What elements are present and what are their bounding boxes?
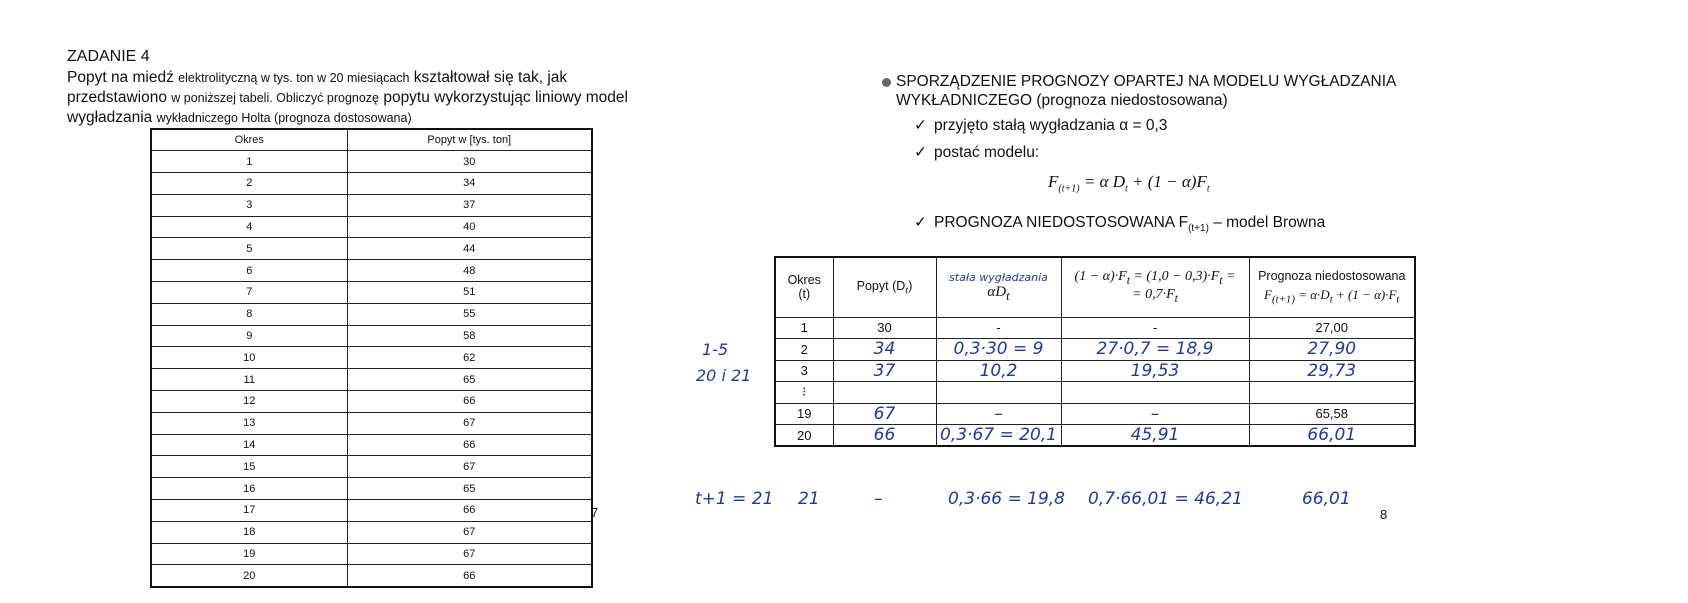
header-okres-line1: Okres [787, 273, 821, 288]
popyt-cell: 66 [833, 425, 936, 447]
row21-alpha-d: 0,3·66 = 19,8 [948, 489, 1065, 509]
checkmark-icon: ✓ [914, 214, 927, 231]
forecast-header-row [775, 257, 1415, 317]
okres-cell: 15 [151, 456, 347, 478]
prognoza-cell: 29,73 [1249, 360, 1415, 382]
popyt-cell: 40 [347, 216, 592, 238]
table-row [151, 412, 592, 434]
t-cell: 20 [775, 425, 833, 447]
okres-cell: 16 [151, 478, 347, 500]
okres-cell: 7 [151, 282, 347, 304]
task-line-2-post: popytu wykorzystując liniowy model [379, 89, 628, 106]
table-row [775, 425, 1415, 447]
table-row [151, 282, 592, 304]
task-line-2-small: w poniższej tabeli. Obliczyć prognozę [171, 91, 380, 105]
header-f-line2: = 0,7·F [1132, 287, 1175, 303]
task-line-3-pre: wygładzania [67, 109, 157, 126]
popyt-cell: 67 [347, 543, 592, 565]
one-minus-alpha-f-cell: 45,91 [1061, 425, 1249, 447]
header-alpha-d-sub: t [1006, 288, 1010, 303]
formula-rest: + (1 − α)F [1127, 172, 1207, 191]
page-number-right: 8 [1380, 507, 1388, 522]
popyt-cell: 66 [347, 500, 592, 522]
task-line-1-small: elektrolityczną w tys. ton w 20 miesiącach [178, 71, 410, 85]
header-f-line1-end: = [1222, 269, 1236, 285]
browna-sub: (t+1) [1188, 223, 1209, 235]
t-cell: 1 [775, 317, 833, 339]
header-popyt-post: ) [908, 278, 913, 293]
task-title: ZADANIE 4 [67, 48, 150, 65]
browna-pre: PROGNOZA NIEDOSTOSOWANA F [934, 214, 1189, 231]
popyt-cell: 67 [833, 403, 936, 425]
one-minus-alpha-f-cell: 19,53 [1061, 360, 1249, 382]
task-line-3 [67, 108, 707, 128]
header-f-line1-post: = (1,0 − 0,3)·F [1129, 269, 1220, 285]
right-page [695, 0, 1688, 603]
table-row [151, 173, 592, 195]
task-description [67, 68, 707, 128]
check-item-alpha [914, 116, 1167, 135]
t-cell: 3 [775, 360, 833, 382]
popyt-cell: 67 [347, 456, 592, 478]
header-alpha-d [936, 257, 1061, 317]
check-model-text: postać modelu: [934, 144, 1040, 161]
table-row [151, 347, 592, 369]
alpha-d-cell: 10,2 [936, 360, 1061, 382]
popyt-cell: 30 [833, 317, 936, 339]
table-row [151, 151, 592, 173]
row21-f: 0,7·66,01 = 46,21 [1088, 489, 1243, 509]
popyt-cell: 66 [347, 391, 592, 413]
okres-cell: 18 [151, 521, 347, 543]
okres-cell: 17 [151, 500, 347, 522]
okres-cell: 1 [151, 151, 347, 173]
header-prognoza-sub2: t [1329, 293, 1333, 306]
task-line-1 [67, 68, 707, 88]
checkmark-icon: ✓ [914, 117, 927, 134]
browna-post: – model Browna [1208, 214, 1326, 231]
model-formula [1048, 172, 1210, 194]
task-line-2 [67, 88, 707, 108]
popyt-cell: 34 [347, 173, 592, 195]
table-row [151, 260, 592, 282]
header-f-line1-sub: t [1126, 274, 1130, 288]
task-line-1-post: kształtował się tak, jak [409, 69, 568, 86]
popyt-cell: 37 [833, 360, 936, 382]
formula-rhs: = α D [1079, 172, 1125, 191]
header-alpha-d-text: αD [987, 283, 1007, 300]
header-popyt: Popyt w [tys. ton] [347, 129, 592, 151]
row21-d: – [874, 489, 883, 509]
forecast-table [774, 256, 1416, 447]
popyt-cell [833, 382, 936, 404]
check-alpha-text: przyjęto stałą wygładzania α = 0,3 [934, 117, 1168, 134]
okres-cell: 10 [151, 347, 347, 369]
okres-cell: 6 [151, 260, 347, 282]
okres-cell: 2 [151, 173, 347, 195]
prognoza-cell [1249, 382, 1415, 404]
demand-table-body [151, 151, 592, 587]
header-prognoza-sub: (t+1) [1272, 293, 1295, 306]
okres-cell: 8 [151, 303, 347, 325]
table-row [151, 216, 592, 238]
header-prognoza-sub3: t [1396, 293, 1400, 306]
alpha-d-cell [936, 382, 1061, 404]
alpha-d-cell: – [936, 403, 1061, 425]
header-f-line1-sub2: t [1219, 274, 1223, 288]
header-alpha-handwritten: stała wygładzania [949, 270, 1048, 284]
page-number-left: 7 [591, 505, 599, 520]
heading-line-1: SPORZĄDZENIE PROGNOZY OPARTEJ NA MODELU WYGŁADZANIA [896, 73, 1397, 90]
popyt-cell: 44 [347, 238, 592, 260]
prognoza-cell: 27,00 [1249, 317, 1415, 339]
formula-lhs: F [1048, 172, 1059, 191]
prognoza-cell: 65,58 [1249, 403, 1415, 425]
check-item-model [914, 143, 1039, 162]
one-minus-alpha-f-cell [1061, 382, 1249, 404]
row21-t: 21 [798, 489, 820, 509]
okres-cell: 20 [151, 565, 347, 587]
table-row [775, 403, 1415, 425]
header-popyt-d [833, 257, 936, 317]
okres-cell: 11 [151, 369, 347, 391]
okres-cell: 14 [151, 434, 347, 456]
table-row [775, 339, 1415, 361]
popyt-cell: 37 [347, 194, 592, 216]
okres-cell: 5 [151, 238, 347, 260]
popyt-cell: 34 [833, 339, 936, 361]
t-cell: ⁝ [775, 382, 833, 404]
side-note-range1: 1-5 [702, 340, 729, 359]
checkmark-icon: ✓ [914, 144, 927, 161]
table-row [151, 478, 592, 500]
side-note-range2: 20 i 21 [696, 366, 752, 385]
alpha-d-cell: - [936, 317, 1061, 339]
okres-cell: 4 [151, 216, 347, 238]
popyt-cell: 65 [347, 369, 592, 391]
popyt-cell: 62 [347, 347, 592, 369]
okres-cell: 13 [151, 412, 347, 434]
okres-cell: 12 [151, 391, 347, 413]
okres-cell: 9 [151, 325, 347, 347]
popyt-cell: 48 [347, 260, 592, 282]
check-item-browna [914, 213, 1325, 234]
task-line-3-small: wykładniczego Holta (prognoza dostosowana) [156, 111, 412, 125]
okres-cell: 3 [151, 194, 347, 216]
popyt-cell: 66 [347, 565, 592, 587]
popyt-cell: 51 [347, 282, 592, 304]
table-row [151, 194, 592, 216]
table-row [151, 500, 592, 522]
table-row [151, 434, 592, 456]
header-prognoza-f: F [1264, 286, 1272, 302]
prognoza-cell: 27,90 [1249, 339, 1415, 361]
popyt-cell: 67 [347, 412, 592, 434]
header-prognoza-line1: Prognoza niedostosowana [1258, 268, 1406, 283]
row21-label: t+1 = 21 [695, 489, 774, 509]
t-cell: 2 [775, 339, 833, 361]
table-row [151, 369, 592, 391]
popyt-cell: 66 [347, 434, 592, 456]
popyt-cell: 65 [347, 478, 592, 500]
table-row [151, 391, 592, 413]
header-okres-t [775, 257, 833, 317]
popyt-cell: 55 [347, 303, 592, 325]
table-row [151, 543, 592, 565]
header-prognoza-end: + (1 − α)·F [1332, 286, 1397, 302]
formula-lhs-sub: (t+1) [1058, 183, 1080, 195]
demand-table [150, 128, 593, 588]
demand-table-header-row [151, 129, 592, 151]
bullet-icon [882, 78, 891, 87]
heading-line-2: WYKŁADNICZEGO (prognoza niedostosowana) [896, 92, 1228, 109]
t-cell: 19 [775, 403, 833, 425]
table-row [775, 360, 1415, 382]
header-okres: Okres [151, 129, 347, 151]
header-f-line2-sub: t [1174, 292, 1178, 306]
header-popyt-pre: Popyt (D [856, 278, 906, 293]
table-row [151, 456, 592, 478]
alpha-d-cell: 0,3·67 = 20,1 [936, 425, 1061, 447]
one-minus-alpha-f-cell: 27·0,7 = 18,9 [1061, 339, 1249, 361]
header-okres-line2: (t) [798, 287, 811, 302]
okres-cell: 19 [151, 543, 347, 565]
task-line-1-pre: Popyt na miedź [67, 69, 179, 86]
table-row [151, 238, 592, 260]
task-line-2-pre: przedstawiono [67, 89, 172, 106]
popyt-cell: 67 [347, 521, 592, 543]
one-minus-alpha-f-cell: - [1061, 317, 1249, 339]
formula-rest-sub: t [1206, 183, 1210, 195]
table-row [151, 521, 592, 543]
prognoza-cell: 66,01 [1249, 425, 1415, 447]
formula-rhs-sub: t [1125, 183, 1128, 195]
alpha-d-cell: 0,3·30 = 9 [936, 339, 1061, 361]
header-popyt-sub: t [905, 285, 909, 296]
section-heading [896, 72, 1536, 110]
header-f-line1: (1 − α)·F [1074, 269, 1127, 285]
header-one-minus-alpha-f [1061, 257, 1249, 317]
header-prognoza-post: = α·D [1294, 286, 1330, 302]
table-row [151, 565, 592, 587]
popyt-cell: 30 [347, 151, 592, 173]
popyt-cell: 58 [347, 325, 592, 347]
table-row [775, 317, 1415, 339]
header-prognoza [1249, 257, 1415, 317]
row21-prognoza: 66,01 [1302, 489, 1351, 509]
table-row [775, 382, 1415, 404]
one-minus-alpha-f-cell: – [1061, 403, 1249, 425]
table-row [151, 325, 592, 347]
table-row [151, 303, 592, 325]
forecast-table-body [775, 317, 1415, 446]
